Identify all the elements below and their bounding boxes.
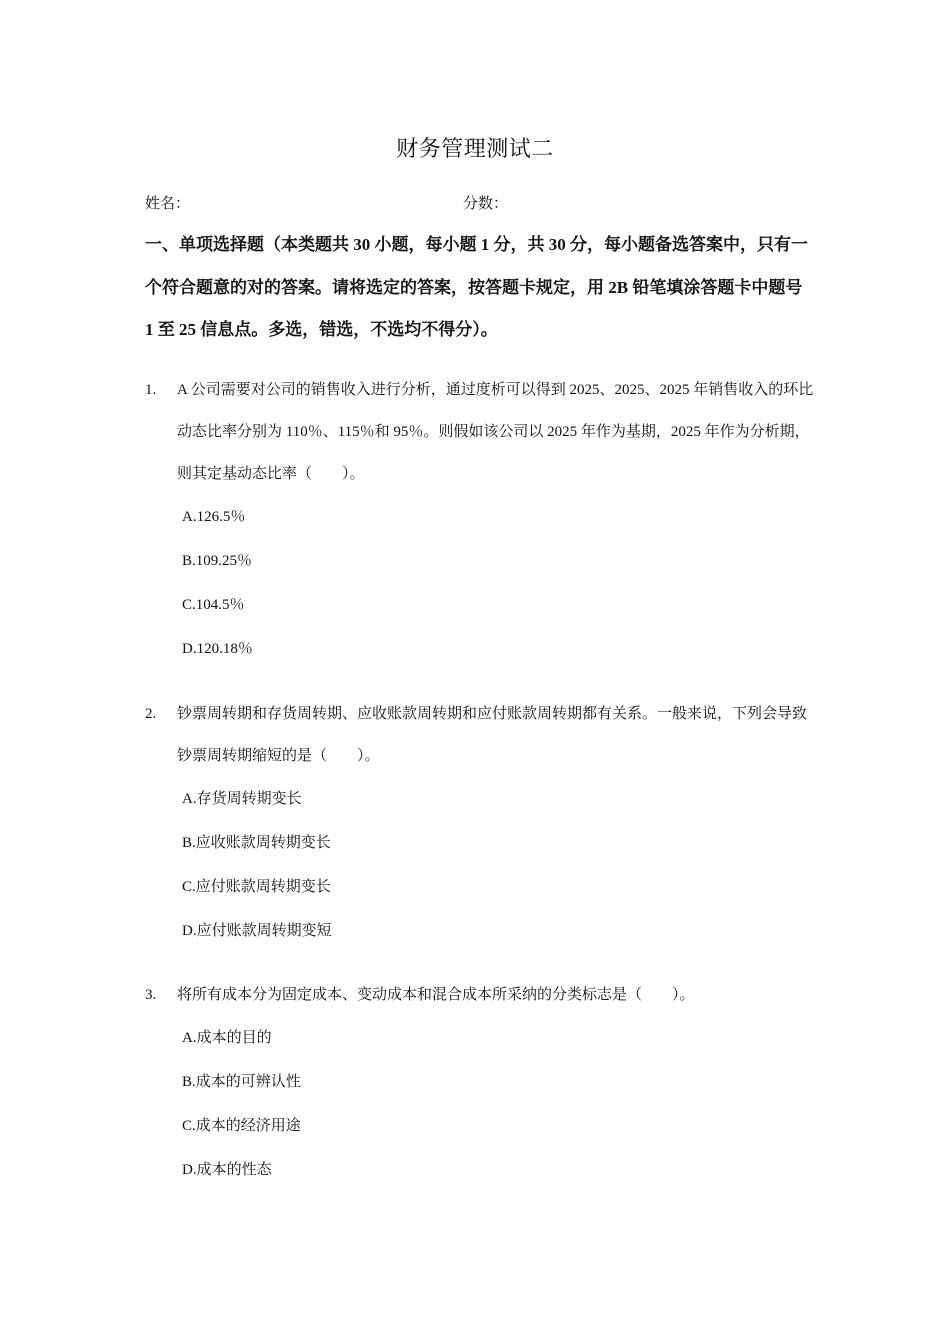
question-2	[145, 693, 820, 953]
option-b: B.成本的可辨认性	[182, 1074, 301, 1090]
option-a: A.存货周转期变长	[182, 791, 302, 807]
option-b: B.应收账款周转期变长	[182, 835, 331, 851]
option-list	[182, 1016, 820, 1192]
question-stem: A 公司需要对公司的销售收入进行分析，通过度析可以得到 2025、2025、2025 年销售收入的环比动态比率分别为 110％、115％和 95％。则假如该公司以 2025 年作为基期，2025 年作为分析期，则其定基动态比率（ ）。	[177, 382, 814, 482]
name-label: 姓名：	[145, 196, 191, 212]
option-list	[182, 777, 820, 953]
question-stem: 钞票周转期和存货周转期、应收账款周转期和应付账款周转期都有关系。一般来说，下列会导致钞票周转期缩短的是（ ）。	[177, 706, 808, 764]
option-c: C.应付账款周转期变长	[182, 879, 331, 895]
option-b: B.109.25％	[182, 553, 253, 569]
option-d: D.120.18％	[182, 641, 253, 657]
question-stem: 将所有成本分为固定成本、变动成本和混合成本所采纳的分类标志是（ ）。	[177, 987, 695, 1003]
question-1	[145, 369, 820, 671]
option-a: A.成本的目的	[182, 1030, 272, 1046]
option-a: A.126.5％	[182, 509, 246, 525]
option-c: C.104.5％	[182, 597, 245, 613]
option-c: C.成本的经济用途	[182, 1118, 301, 1134]
score-label: 分数：	[463, 196, 509, 212]
section-header: 一、单项选择题（本类题共 30 小题，每小题 1 分，共 30 分，每小题备选答案中，只有一个符合题意的对的答案。请将选定的答案，按答题卡规定，用 2B 铅笔填涂答题卡中题号 1 至 25 信息点。多选，错选，不选均不得分）。	[145, 235, 808, 339]
question-number: 3.	[145, 987, 157, 1003]
option-d: D.应付账款周转期变短	[182, 923, 332, 939]
option-list	[182, 495, 820, 671]
document-title: 财务管理测试二	[396, 137, 554, 162]
question-number: 2.	[145, 706, 157, 722]
question-3	[145, 974, 820, 1192]
question-number: 1.	[145, 382, 157, 398]
option-d: D.成本的性态	[182, 1162, 272, 1178]
